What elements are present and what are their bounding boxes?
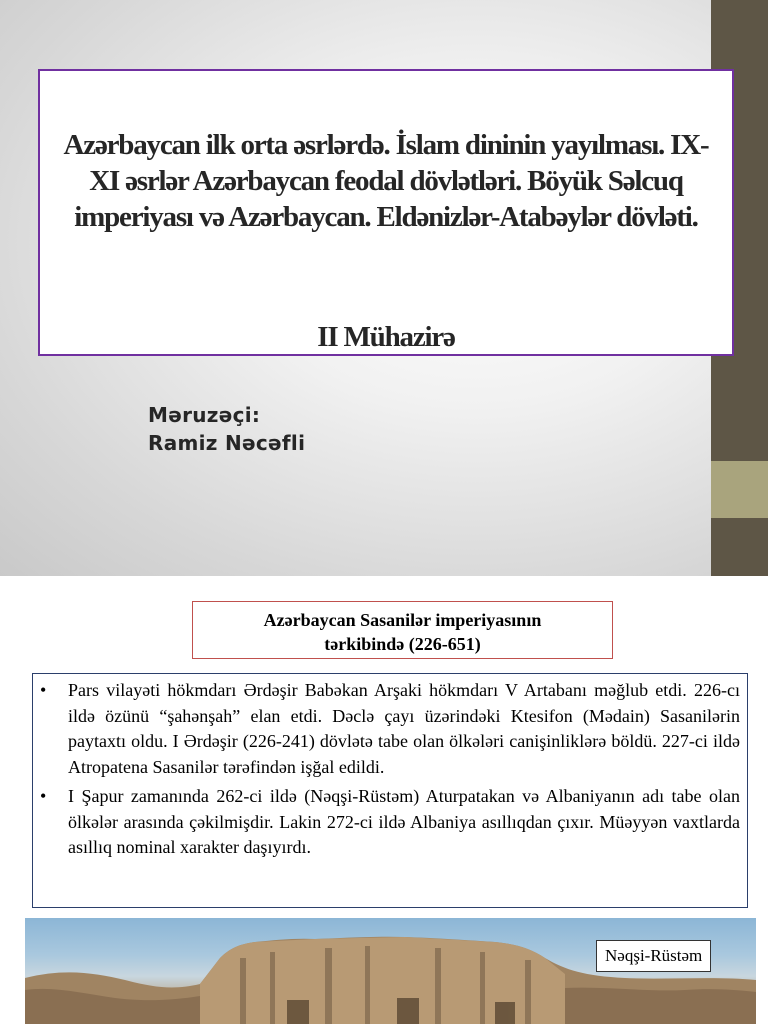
- title-box: [38, 69, 734, 356]
- section-heading-line1: Azərbaycan Sasanilər imperiyasının: [263, 610, 542, 630]
- slide-subtitle: II Mühazirə: [317, 321, 455, 353]
- photo-caption: Nəqşi-Rüstəm: [596, 940, 711, 972]
- section-heading: [192, 601, 613, 659]
- content-box: [32, 673, 748, 908]
- bullet-icon: •: [40, 680, 47, 700]
- bullet-icon: •: [40, 786, 47, 806]
- speaker-label: Məruzəçi:: [148, 403, 261, 427]
- speaker-block: [148, 401, 305, 457]
- bullet-text: Pars vilayəti hökmdarı Ərdəşir Babəkan Arşaki hökmdarı V Artabanı məğlub etdi. 226-cı ildə özünü “şahənşah” elan etdi. Dəclə çayı üzərindəki Ktesifon (Mədain) Sasanilərin paytaxtı oldu. I Ərdəşir (226-241) dövlətə tabe olan ölkələri canişinliklərə böldü. 227-ci ildə Atropatena Sasanilər tərəfindən işğal edildi.: [68, 680, 740, 777]
- bullet-text: I Şapur zamanında 262-ci ildə (Nəqşi-Rüstəm) Aturpatakan və Albaniyanın adı tabe olan ölkələr arasında çəkilmişdir. Lakin 272-ci ildə Albaniya asıllıqdan çıxır. Müəyyən vaxtlarda asıllıq nominal xarakter daşıyırdı.: [68, 786, 740, 857]
- bullet-list: [40, 678, 740, 861]
- bullet-item: [40, 784, 740, 861]
- speaker-name: Ramiz Nəcəfli: [148, 431, 306, 455]
- slide-title: Azərbaycan ilk orta əsrlərdə. İslam dininin yayılması. IX-XI əsrlər Azərbaycan feodal dövlətləri. Böyük Səlcuq imperiyası və Azərbaycan. Eldənizlər-Atabəylər dövləti.: [63, 129, 709, 233]
- side-decoration-accent: [711, 461, 768, 518]
- bullet-item: [40, 678, 740, 780]
- section-heading-line2: tərkibində (226-651): [324, 634, 481, 654]
